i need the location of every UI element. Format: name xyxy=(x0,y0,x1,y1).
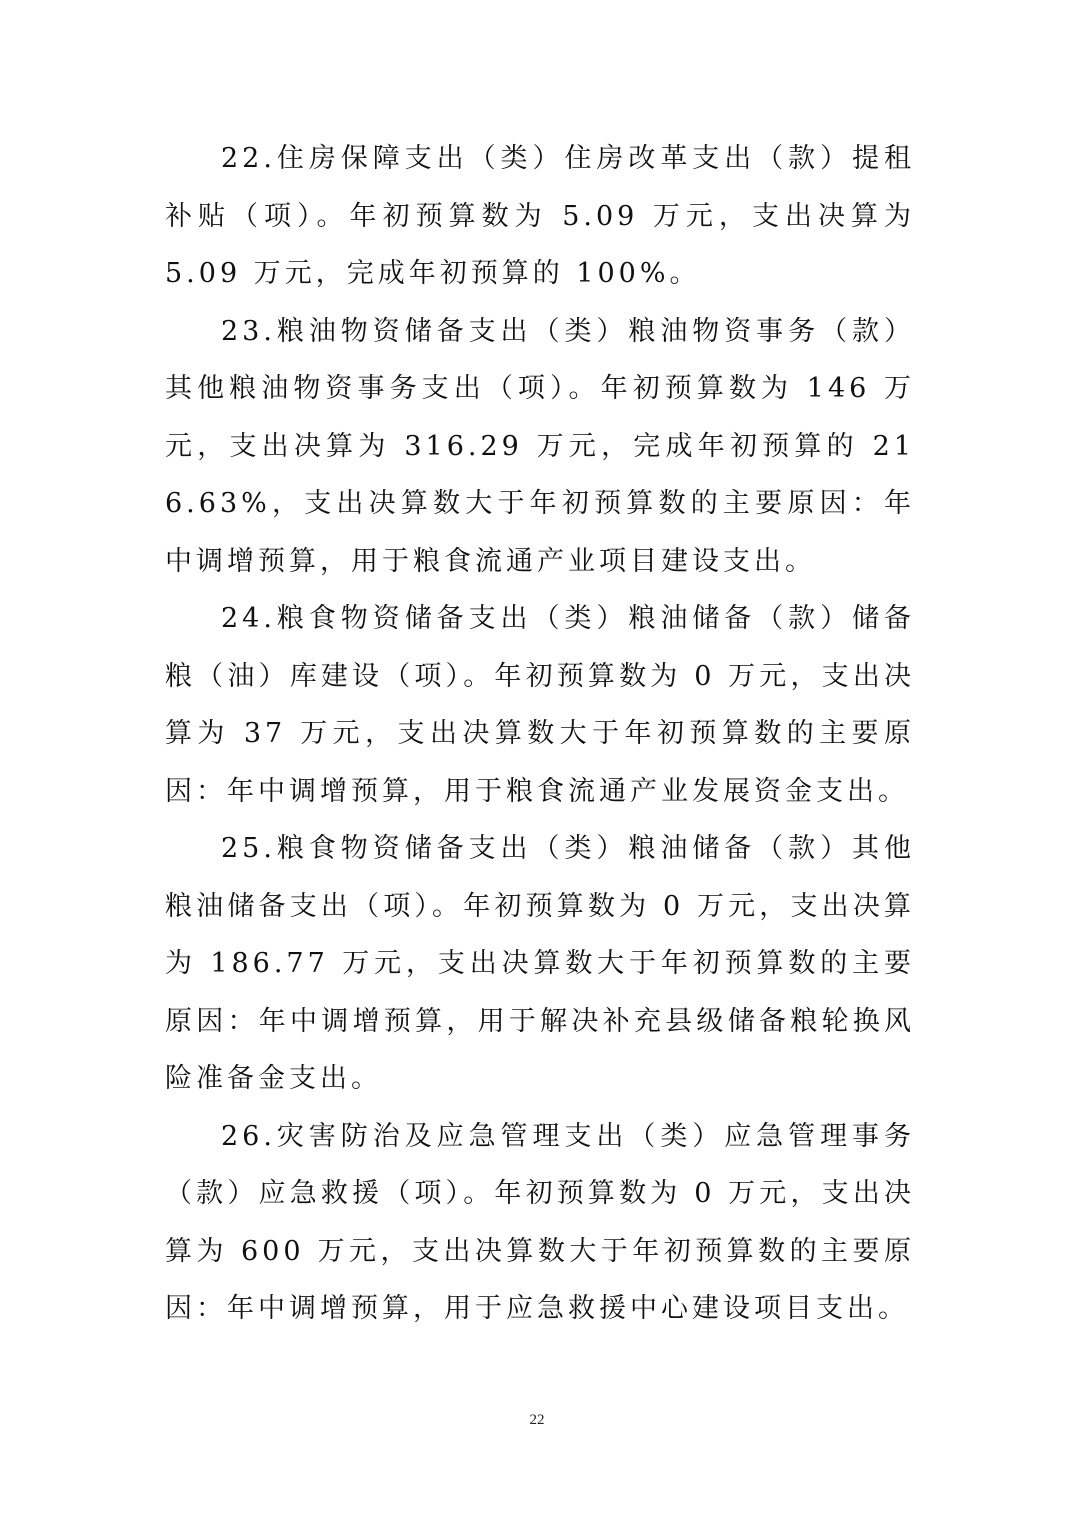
document-body xyxy=(165,130,915,1338)
paragraph-item-24: 24.粮食物资储备支出（类）粮油储备（款）储备粮（油）库建设（项）。年初预算数为 0 万元，支出决算为 37 万元，支出决算数大于年初预算数的主要原因：年中调增预算，用于粮食流通产业发展资金支出。 xyxy=(165,603,915,807)
paragraph-item-22: 22.住房保障支出（类）住房改革支出（款）提租补贴（项）。年初预算数为 5.09 万元，支出决算为 5.09 万元，完成年初预算的 100%。 xyxy=(165,143,915,289)
paragraph-item-25: 25.粮食物资储备支出（类）粮油储备（款）其他粮油储备支出（项）。年初预算数为 0 万元，支出决算为 186.77 万元，支出决算数大于年初预算数的主要原因：年中调增预算，用于解决补充县级储备粮轮换风险准备金支出。 xyxy=(165,833,915,1094)
page-number: 22 xyxy=(529,1412,545,1428)
paragraph-item-26: 26.灾害防治及应急管理支出（类）应急管理事务（款）应急救援（项）。年初预算数为 0 万元，支出决算为 600 万元，支出决算数大于年初预算数的主要原因：年中调增预算，用于应急救援中心建设项目支出。 xyxy=(165,1120,915,1324)
paragraph-item-23: 23.粮油物资储备支出（类）粮油物资事务（款）其他粮油物资事务支出（项）。年初预算数为 146 万元，支出决算为 316.29 万元，完成年初预算的 216.63%，支出决算数大于年初预算数的主要原因：年中调增预算，用于粮食流通产业项目建设支出。 xyxy=(165,315,915,577)
